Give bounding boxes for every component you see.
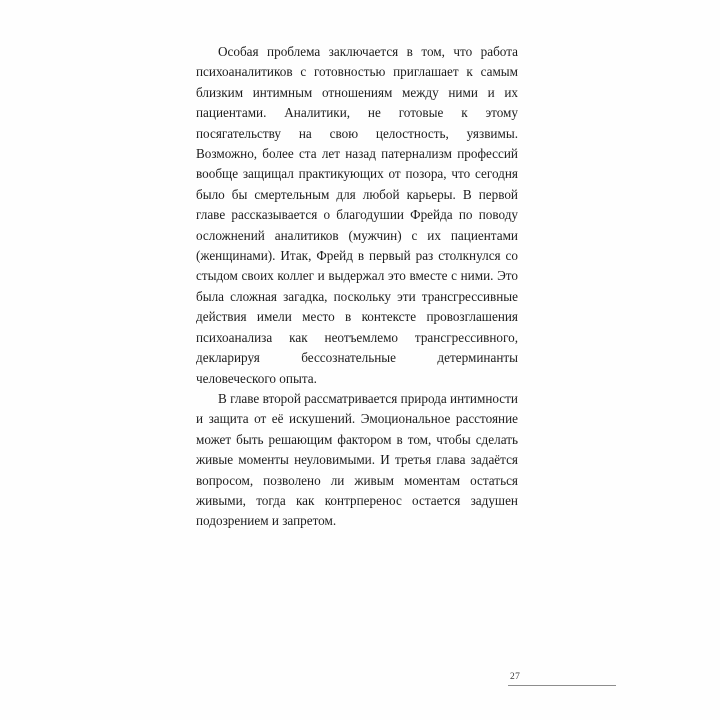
paragraph-2: В главе второй рассматривается природа интимности и защита от её искушений. Эмоциональное расстояние может быть решающим фактором в том, чтобы сделать живые моменты неуловимыми. И третья глава задаётся вопросом, позволено ли живым моментам остаться живыми, тогда как контрперенос остается задушен подозрением и запретом.	[196, 390, 518, 529]
body-text-column	[196, 42, 518, 532]
footer-rule	[508, 685, 616, 686]
page-footer	[508, 672, 628, 686]
page-number: 27	[510, 672, 521, 682]
paragraph-1: Особая проблема заключается в том, что работа психоаналитиков с готовностью приглашает к самым близким интимным отношениям между ними и их пациентами. Аналитики, не готовые к этому посягательству на свою целостность, уязвимы. Возможно, более ста лет назад патернализм профессий вообще защищал практикующих от позора, что сегодня было бы смертельным для любой карьеры. В первой главе рассказывается о благодушии Фрейда по поводу осложнений аналитиков (мужчин) с их пациентами (женщинами). Итак, Фрейд в первый раз столкнулся со стыдом своих коллег и выдержал это вместе с ними. Это была сложная загадка, поскольку эти трансгрессивные действия имели место в контексте провозглашения психоанализа как неотъемлемо трансгрессивного, декларируя бессознательные детерминанты человеческого опыта.	[196, 44, 518, 386]
